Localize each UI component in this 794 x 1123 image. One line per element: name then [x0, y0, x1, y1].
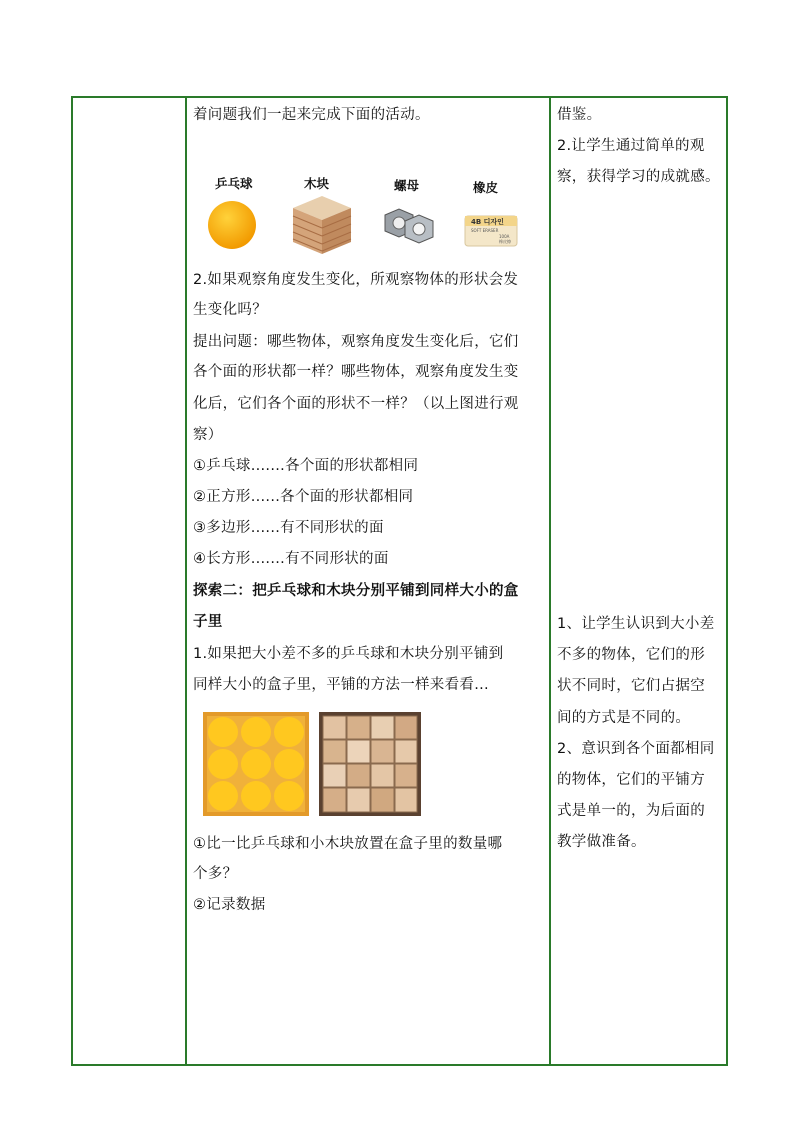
label-eraser: 橡皮 [473, 180, 499, 195]
list-item-4: ④长方形.......有不同形状的面 [193, 551, 389, 567]
right-text-2b: 察，获得学习的成就感。 [557, 169, 720, 185]
right-text-3c: 状不同时，它们占据空 [557, 678, 705, 694]
list-item-1: ①乒乓球.......各个面的形状都相同 [193, 458, 419, 474]
right-text-4a: 2、意识到各个面都相同 [557, 741, 715, 757]
record-data: ②记录数据 [193, 897, 266, 913]
balls-in-box-image [203, 712, 309, 816]
lesson-table [71, 96, 728, 1066]
eraser-sub: SOFT ERASER [471, 228, 499, 233]
right-text-3a: 1、让学生认识到大小差 [557, 616, 715, 632]
p1-line1: 1.如果把大小差不多的乒乓球和木块分别平铺到 [193, 646, 504, 662]
right-text-3d: 间的方式是不同的。 [557, 710, 691, 726]
eraser-brand: 4B 디자인 [471, 218, 504, 226]
ask-line1: 提出问题：哪些物体，观察角度发生变化后，它们 [193, 334, 519, 350]
eraser-cn: 橡皮擦 [499, 239, 511, 244]
wood-block-image [289, 192, 355, 258]
label-wood-block: 木块 [304, 176, 330, 191]
column-divider-2 [549, 98, 551, 1064]
column-divider-1 [185, 98, 187, 1064]
label-nut: 螺母 [394, 178, 420, 193]
label-pingpong: 乒乓球 [215, 176, 253, 191]
ask-line2: 各个面的形状都一样？哪些物体，观察角度发生变 [193, 364, 519, 380]
right-text-1: 借鉴。 [557, 107, 602, 123]
right-text-4d: 教学做准备。 [557, 834, 646, 850]
q2-line1: 2.如果观察角度发生变化，所观察物体的形状会发 [193, 272, 519, 288]
explore-heading-line2: 子里 [193, 614, 223, 630]
explore-heading-line1: 探索二：把乒乓球和木块分别平铺到同样大小的盒 [193, 583, 519, 599]
p1-line2: 同样大小的盒子里，平铺的方法一样来看看... [193, 677, 489, 693]
compare-line2: 个多？ [193, 866, 238, 882]
list-item-2: ②正方形......各个面的形状都相同 [193, 489, 414, 505]
q2-line2: 生变化吗？ [193, 302, 267, 318]
compare-line1: ①比一比乒乓球和小木块放置在盒子里的数量哪 [193, 836, 503, 852]
right-text-4b: 的物体，它们的平铺方 [557, 772, 705, 788]
right-text-3b: 不多的物体，它们的形 [557, 647, 705, 663]
right-text-2a: 2.让学生通过简单的观 [557, 138, 705, 154]
right-text-4c: 式是单一的，为后面的 [557, 803, 705, 819]
ask-line3: 化后，它们各个面的形状不一样？（以上图进行观 [193, 396, 519, 412]
pingpong-ball-image [205, 198, 259, 252]
nut-image [377, 205, 439, 245]
eraser-grade: 100A [499, 234, 510, 239]
list-item-3: ③多边形......有不同形状的面 [193, 520, 384, 536]
eraser-image [463, 210, 519, 250]
blocks-in-box-image [319, 712, 421, 816]
ask-line4: 察） [193, 427, 223, 443]
intro-text: 着问题我们一起来完成下面的活动。 [193, 107, 430, 123]
